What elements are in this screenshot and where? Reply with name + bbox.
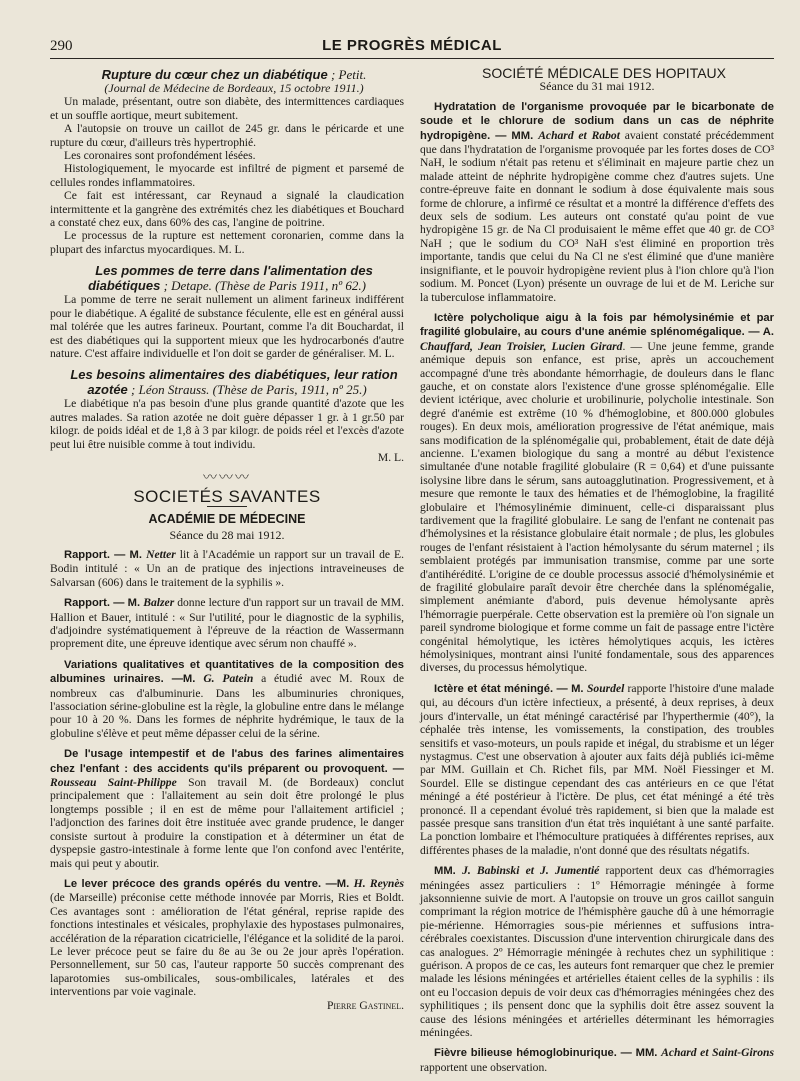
item-head: Variations qualitatives et quantitatives de la composition des albumines urinaires. —M.	[50, 658, 404, 686]
report-item	[50, 596, 404, 651]
headline-ref: ; Detape. (Thèse de Paris 1911, nº 62.)	[160, 278, 366, 294]
item-head: Rapport. — M.	[64, 597, 144, 610]
right-column	[420, 67, 774, 1081]
paragraph: Le processus de la rupture est nettement coronarien, comme dans la plupart des infarctus myocardiques. M. L.	[50, 229, 404, 256]
item-head: MM.	[434, 865, 463, 878]
item-head: Hydratation de l'organisme provoquée par le bicarbonate de soude et le chlorure de sodium dans un cas de néphrite hydropigène. — MM.	[420, 100, 774, 142]
two-columns	[50, 67, 774, 1081]
item-head: Ictère polycholique aigu à la fois par hémolysinémie et par fragilité globulaire, au cours d'une anémie splénomégalique. — A.	[420, 311, 774, 339]
paragraph: Les coronaires sont profondément lésées.	[64, 149, 256, 163]
item-head: Ictère et état méningé. — M.	[434, 682, 587, 695]
item-head: Le lever précoce des grands opérés du ventre. —M.	[64, 877, 354, 890]
report-item	[420, 311, 774, 675]
short-rule	[207, 506, 247, 507]
item-body: rapporte l'histoire d'une malade qui, au décours d'un ictère infectieux, a présenté, à deux reprises, à deux jours d'intervalle, un état méningé caractérisé par l'hyperthermie (40°), la céphalée très intense, les vomissements, la constipation, des troubles sensitifs et vaso-moteurs, un pouls rapide et inégal, du strabisme et un léger nystagmus. C'est une observation à ajouter aux faits déjà publiés ici-même par MM. Guillain et Ch. Richet fils, par MM. Noël Fiessinger et M. Sourdel. Elle se distingue cependant des cas antérieurs en ce que l'état méningé a été postérieur à l'ictère. De plus, cet état méningé a été très prononcé. Il a cependant évolué très rapidement, si bien que la malade est passée presque sans transition d'un état très inquiétant à une santé parfaite. La ponction lombaire et l'hémoculture pratiquées à différentes reprises, aux différentes phases de la maladie, n'ont donné que des résultats négatifs.	[420, 681, 775, 857]
author-names: Chauffard, Jean Troisier, Lucien Girard	[420, 339, 623, 353]
article-besoins-alimentaires	[50, 367, 404, 464]
article-title	[50, 263, 404, 293]
author-names: Netter	[146, 547, 176, 561]
author-names: Rousseau Saint-Philippe	[50, 776, 177, 790]
journal-title: LE PROGRÈS MÉDICAL	[322, 37, 502, 54]
item-body: donne lecture d'un rapport sur un travail de MM. Hallion et Bauer, intitulé : « Sur l'utilité, pour le diagnostic de la syphilis, d'adjoindre systématiquement à l'épreuve de la réaction de Wassermann proprement dite, une épreuve identique avec sérum non chauffé ».	[50, 596, 404, 651]
page-header	[50, 36, 774, 59]
paragraph: A l'autopsie on trouve un caillot de 245 gr. dans le péricarde et une rupture du cœur, d'ailleurs très hypertrophié.	[50, 122, 404, 149]
headline-ref: ; Léon Strauss. (Thèse de Paris, 1911, nº 25.)	[127, 382, 367, 398]
report-item	[50, 747, 404, 870]
report-item	[50, 877, 404, 1012]
article-rupture-coeur	[50, 67, 404, 256]
author-names: Achard et Rabot	[538, 128, 620, 142]
ornament-divider: 〰〰〰	[203, 471, 251, 487]
left-column	[50, 67, 404, 1081]
article-pommes-de-terre	[50, 263, 404, 360]
author-names: H. Reynès	[353, 876, 404, 890]
author-names: G. Patein	[203, 672, 254, 686]
item-body: avaient constaté précédemment que dans l'hydratation de l'organisme provoquée par les fortes doses de CO³ NaH, le sodium n'était pas retenu et s'éliminait en majeure partie chez un malade atteint de néphrite hydropigène comme chez d'autres sujets. Une contre-épreuve faite en donnant le sodium à dose équivalente mais sous forme de chlorure, a infirmé ce résultat et a montré la différence d'effets des deux sels de sodium. Les auteurs ont constaté qu'au point de vue hydropigène 15 gr. de Na Cl produisaient le même effet que 40 gr. de CO³ NaH ; que le sodium du CO³ NaH s'est éliminé en proportion très importante, tandis que celui du Na Cl ne s'est éliminé que d'une manière insignifiante, et le pouvoir hydropigène revient plus à l'ion chlore qu'à l'ion sodium. M. Poncet (Lyon) présente un ouvrage de lui et de M. Leriche sur la tuberculose inflammatoire.	[420, 128, 774, 304]
signature: Pierre Gastinel.	[326, 998, 404, 1012]
article-title	[50, 67, 404, 82]
author-names: J. Babinski et J. Jumentié	[462, 864, 600, 878]
report-item	[420, 864, 774, 1039]
paragraph: La pomme de terre ne serait nullement un aliment farineux indifférent pour le diabétique. A égalité de substance féculente, elle est en général aussi mal tolérée que les autres farineux. Pourtant, comme l'a dit Bouchardat, il est des diabétiques qui la supportent mieux que les hydrocarbonés d'autre nature. C'est affaire individuelle et l'on doit se garder de généraliser. M. L.	[50, 293, 404, 360]
report-item	[50, 548, 404, 589]
item-body: (de Marseille) préconise cette méthode innovée par Morris, Ries et Boldt. Ces avantages sont : amélioration de l'état général, reprise rapide des fonctions intestinales et vésicales, prophylaxie des hypostases pulmonaires, accélération de la réparation cicatricielle, l'élégance et la solidité de la paroi. Le lever précoce peut se faire du 8e au 3e ou 2e jour après l'opération. Personnellement, sur 50 cas, l'auteur rapporte 50 succès comprenant des laparotomies sus-ombilicales, sous-ombilicales, latérales et des interventions par voie vaginale.	[50, 891, 404, 999]
item-body: lit à l'Académie un rapport sur un travail de E. Bodin intitulé : « Un an de pratique des injections intraveineuses de Salvarsan (606) dans le traitement de la syphilis ».	[50, 547, 404, 589]
item-body: a étudié avec M. Roux de nombreux cas d'albuminurie. Dans les albuminuries chroniques, l'association sérine-globuline est la règle, la globuline entre dans le mélange pour 10 à 20 %. Dans les formes de néphrite hydrémique, le taux de la globuline s'élève et peut même dépasser celui de la sérine.	[50, 672, 405, 740]
academy-title: ACADÉMIE DE MÉDECINE	[148, 512, 306, 527]
headline-text: Les besoins alimentaires des diabétiques, leur ration azotée	[70, 367, 398, 398]
item-head: Rapport. — M.	[64, 548, 147, 561]
paragraph: Le diabétique n'a pas besoin d'une plus grande quantité d'azote que les autres malades. Sa ration azotée ne doit guère dépasser 1 gr. à 1 gr.50 par kilogr. de poids idéal et de 1,8 à 3 par kilogr. de poids réel et l'excès d'azote peut lui être nuisible comme à tout individu.	[50, 397, 404, 451]
signature: M. L.	[377, 450, 404, 464]
headline-text: Rupture du cœur chez un diabétique	[101, 67, 328, 82]
article-citation: (Journal de Médecine de Bordeaux, 15 octobre 1911.)	[104, 81, 364, 95]
report-item	[420, 1046, 774, 1074]
session-date: Séance du 28 mai 1912.	[169, 527, 285, 542]
item-body: . — Une jeune femme, grande anémique depuis son enfance, est prise, après un accouchement accompagné d'une très abondante hémorrhagie, de douleurs dans le flanc gauche, et on constate alors l'existence d'une grosse splénomégalie. Elle devient ictérique, avec cholurie et urobilinurie, polycholie intestinale. Son degré d'anémie est extrême (10 % d'hémoglobine, et 800.000 globules rouges). En deux mois, amélioration progressive de l'état anémique, mais sans modification de la splénomégalie qui, probablement, était de date déjà ancienne. L'examen biologique du sang a montré au début l'existence simultanée d'une notable fragilité globulaire (R = 0,64) et d'une puissante isolysine libre dans le sérum, sans autoagglutination. Progressivement, et à mesure que remonte le taux des hématies et de l'hémoglobine, la fragilité globulaire et l'hémosylinémie diminuent, celle-ci disparaissant plus tardivement que la fragilité globulaire. Le sang de l'enfant ne contenait pas d'hémolysines et la résistance globulaire était normale ; de plus, les globules rouges de l'enfant résistaient à l'action hémolysante du sérum maternel ; ils semblaient protégés par immunisation transmise, comme par une sorte d'antihérédité. L'origine de ce double processus associé d'hémolysinémie et de fragilité globulaire paraît devoir être cherchée dans la splénomégalie, simplement anémiante d'abord, puis devenue hémolysante après l'hémorragie puerpérale. Cette observation est la première où l'on signale un pareil syndrome biologique et forme comme un fait de passage entre l'ictère congénital hémolytique, les ictères hémolytiques acquis, les ictères hémolysiniques, montrant ainsi l'unité fondamentale, sous des apparences diverses, du processus hémolytique.	[420, 339, 774, 675]
author-names: Balzer	[143, 596, 175, 610]
report-item	[420, 682, 774, 857]
item-head: De l'usage intempestif et de l'abus des farines alimentaires chez l'enfant : des accidents qu'ils préparent ou provoquent. —	[50, 748, 404, 775]
item-body: rapportent deux cas d'hémorragies méningées assez particuliers : 1º Hémorragie méningée à forme jaksonnienne suivie de mort. A l'autopsie on trouve un gros caillot sanguin comprimant la région motrice de l'hémisphère gauche dû à une hémorragie pie-mérienne. Hémorragies sous-pie mériennes et suffusions intra-cérébrales coexistantes. Discussion d'une intervention chirurgicale dans des cas analogues. 2º Hémorragie méningée à rechutes chez un syphilitique : guérison. A propos de ce cas, les auteurs font remarquer que chez le premier malade les lésions méningées et artérielles étaient celles de la syphilis : ils ont eu l'occasion depuis de voir deux cas d'hémorragies méningées chez des syphilitiques ; ils pensent donc que la syphilis doit être assez souvent la cause des lésions méningées et artérielles déterminant les hémorragies méningées.	[420, 864, 775, 1040]
section-title: SOCIETÉS SAVANTES	[133, 486, 321, 506]
author-names: Achard et Saint-Girons	[661, 1046, 774, 1060]
headline-ref: ; Petit.	[327, 67, 367, 82]
paragraph: Histologiquement, le myocarde est infiltré de pigment et parsemé de cellules rondes inflammatoires.	[50, 162, 404, 189]
article-title	[50, 367, 404, 397]
paragraph: Un malade, présentant, outre son diabète, des intermittences cardiaques et un souffle aortique, meurt subitement.	[50, 95, 404, 122]
paragraph: Ce fait est intéressant, car Reynaud a signalé la claudication intermittente et la gangrène des extrémités chez les diabétiques et Bouchard a constaté chez eux, dans 60% des cas, l'angine de poitrine.	[50, 189, 404, 230]
item-body: rapportent une observation.	[420, 1060, 548, 1074]
headline-text: Les pommes de terre dans l'alimentation des diabétiques	[88, 263, 373, 294]
report-item	[50, 658, 404, 740]
item-head: Fièvre bilieuse hémoglobinurique. — MM.	[434, 1047, 662, 1060]
report-item	[420, 100, 774, 304]
society-title: SOCIÉTÉ MÉDICALE DES HOPITAUX	[481, 65, 726, 81]
session-date: Séance du 31 mai 1912.	[539, 79, 655, 94]
page-number: 290	[50, 38, 73, 54]
author-names: Sourdel	[586, 681, 625, 695]
item-body: Son travail M. (de Bordeaux) conclut principalement que : l'allaitement au sein doit être prolongé le plus longtemps possible ; il en est de même pour l'allaitement artificiel ; l'adjonction des farines doit être instituée avec grande prudence, le danger consiste surtout à produire la constipation et à déterminer un état de dyspepsie gastro-intestinale à forme lente que l'on confond avec l'entérite, mais qui peut y aboutir.	[50, 776, 404, 870]
